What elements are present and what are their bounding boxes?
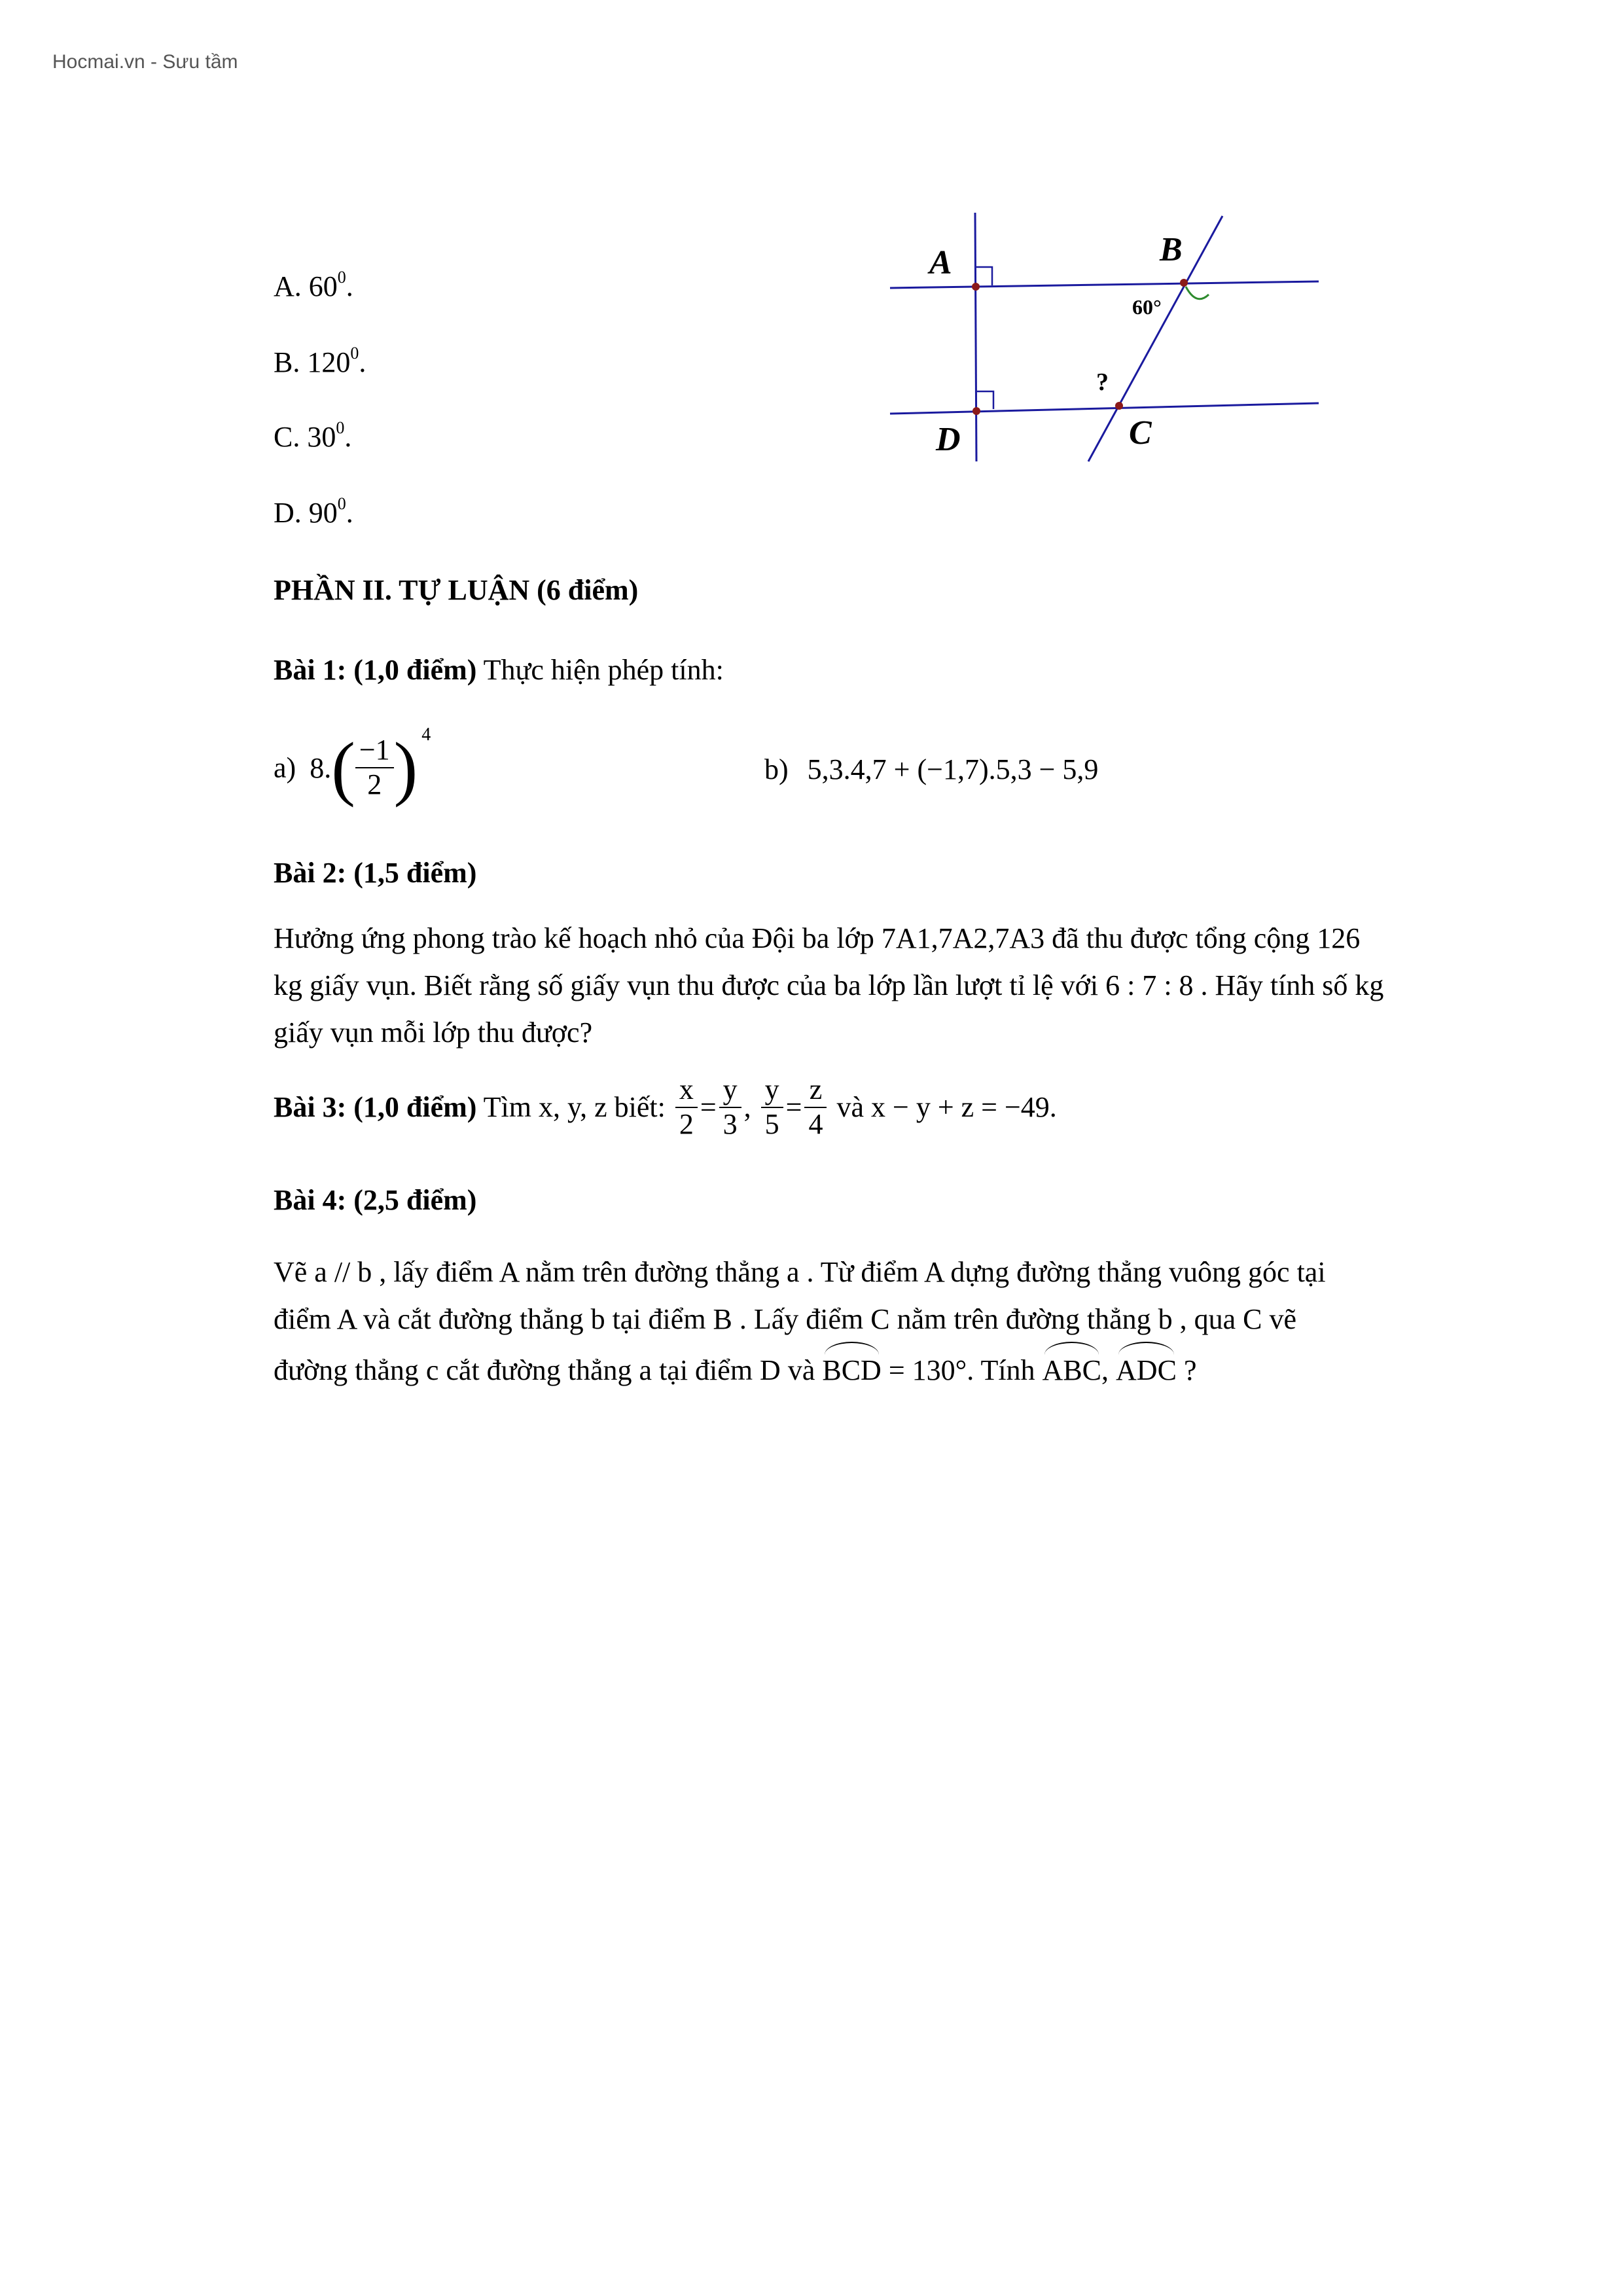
option-b: B. $120^0$.: [274, 344, 366, 378]
bai1-text: Thực hiện phép tính:: [476, 654, 724, 686]
bai4-body: Vẽ a // b , lấy điểm A nằm trên đường thẳng a . Từ điểm A dựng đường thẳng vuông góc tại điểm A và cắt đường thẳng b tại điểm B . Lấy điểm C nằm trên đường thẳng b , qua C vẽ đường thẳng c cắt đường thẳng a tại điểm D và BCD = 130°. Tính ABC, ADC ?: [274, 1249, 1530, 1394]
bai4-title: Bài 4: (2,5 điểm): [274, 1184, 477, 1216]
watermark: Hocmai.vn - Sưu tầm: [52, 51, 238, 73]
line-vertical: [975, 213, 976, 461]
bai2-title: Bài 2: (1,5 điểm): [274, 857, 477, 889]
bai1-title: Bài 1: (1,0 điểm): [274, 654, 477, 686]
bai1-a: a) 8.( $\frac{-1}{2}$ ) $^4$: [274, 725, 431, 808]
bai1-b: b) 5,3.4,7 + (−1,7).5,3 − 5,9: [764, 753, 1099, 785]
label-c: C: [1129, 414, 1152, 452]
geometry-figure: [877, 209, 1335, 471]
right-angle-mark-a: [976, 267, 992, 285]
line-bc: [1088, 216, 1222, 461]
point-a: [972, 283, 980, 291]
part2-title: PHẦN II. TỰ LUẬN (6 điểm): [274, 574, 639, 606]
option-c: C. $30^0$.: [274, 418, 352, 453]
label-b: B: [1160, 231, 1183, 268]
bai3: Bài 3: (1,0 điểm) Tìm x, y, z biết: $\frac{x}{2}$ = $\frac{y}{3}$ , $\frac{y}{5}$ = $\frac{z}{4}$ và x − y + z = −49.: [274, 1073, 1057, 1140]
bai1-header: [274, 653, 724, 687]
bai2-body: Hưởng ứng phong trào kế hoạch nhỏ của Đội ba lớp 7A1,7A2,7A3 đã thu được tổng cộng 126 kg giấy vụn. Biết rằng số giấy vụn thu được của ba lớp lần lượt tỉ lệ với 6 : 7 : 8 . Hãy tính số kg giấy vụn mỗi lớp thu được?: [274, 922, 1384, 1049]
point-b: [1180, 279, 1188, 287]
line-ab: [890, 281, 1319, 288]
label-a: A: [929, 244, 952, 281]
point-d: [972, 407, 980, 415]
option-d: D. $90^0$.: [274, 494, 353, 529]
right-angle-mark-d: [977, 391, 993, 409]
point-c: [1115, 402, 1123, 410]
angle-label: 60°: [1132, 295, 1162, 319]
angle-arc: [1186, 287, 1209, 299]
label-d: D: [936, 421, 961, 458]
line-dc: [890, 403, 1319, 414]
option-a: A. $60^0$.: [274, 268, 353, 302]
unknown-angle-label: ?: [1096, 368, 1109, 396]
